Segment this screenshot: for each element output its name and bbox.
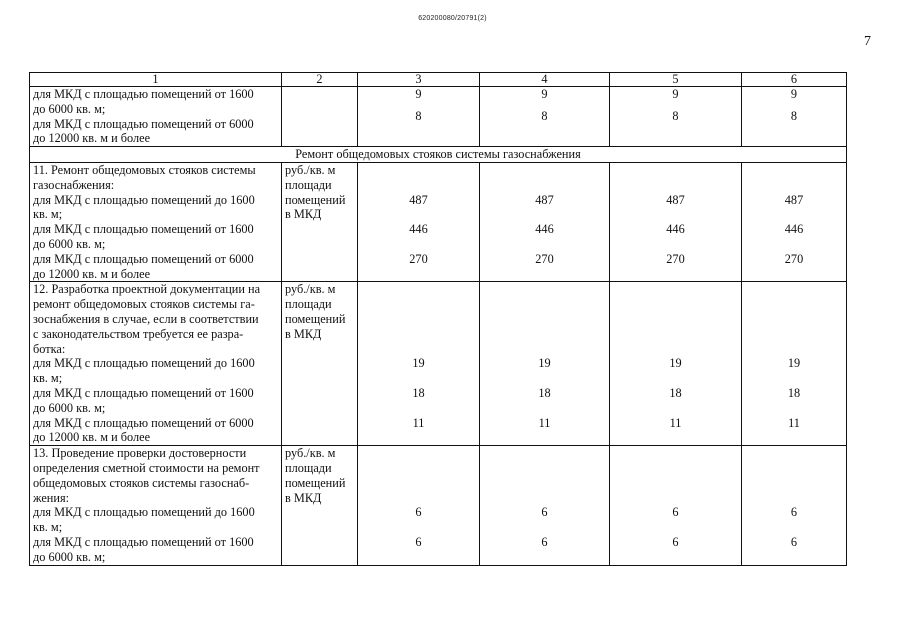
table-header-row — [30, 73, 847, 87]
value-cell: 487 446 270 — [610, 162, 742, 281]
value-cell: 6 6 — [742, 446, 847, 565]
row-unit — [282, 87, 358, 147]
document-id: 620200080/20791(2) — [418, 15, 487, 22]
row-description: 11. Ремонт общедомовых стояков системы газоснабжения: для МКД с площадью помещений до 1600 кв. м; для МКД с площадью помещений от 1600 до 6000 кв. м; для МКД с площадью помещений от 6000 до 12000 кв. м и более — [30, 162, 282, 281]
column-header-6: 6 — [742, 73, 847, 87]
value-cell: 487 446 270 — [742, 162, 847, 281]
row-description: 12. Разработка проектной документации на ремонт общедомовых стояков системы га- зоснабжения в случае, если в соответствии с законодательством требуется ее разра- ботка: для МКД с площадью помещений до 1600 кв. м; для МКД с площадью помещений от 1600 до 6000 кв. м; для МКД с площадью помещений от 6000 до 12000 кв. м и более — [30, 282, 282, 446]
row-unit: руб./кв. м площади помещений в МКД — [282, 162, 358, 281]
value-cell: 19 18 11 — [610, 282, 742, 446]
row-description: для МКД с площадью помещений от 1600 до 6000 кв. м; для МКД с площадью помещений от 6000 до 12000 кв. м и более — [30, 87, 282, 147]
row-unit: руб./кв. м площади помещений в МКД — [282, 446, 358, 565]
value-cell: 9 8 — [742, 87, 847, 147]
value-cell: 9 8 — [610, 87, 742, 147]
value-cell: 19 18 11 — [358, 282, 480, 446]
page-number: 7 — [864, 34, 871, 49]
table-row — [30, 282, 847, 446]
value-cell: 6 6 — [610, 446, 742, 565]
tariff-table — [29, 72, 847, 566]
value-cell: 19 18 11 — [742, 282, 847, 446]
column-header-2: 2 — [282, 73, 358, 87]
row-unit: руб./кв. м площади помещений в МКД — [282, 282, 358, 446]
section-row — [30, 147, 847, 163]
value-cell: 6 6 — [358, 446, 480, 565]
column-header-4: 4 — [480, 73, 610, 87]
column-header-3: 3 — [358, 73, 480, 87]
row-description: 13. Проведение проверки достоверности определения сметной стоимости на ремонт общедомовых стояков системы газоснаб- жения: для МКД с площадью помещений до 1600 кв. м; для МКД с площадью помещений от 1600 до 6000 кв. м; — [30, 446, 282, 565]
table-row — [30, 87, 847, 147]
value-cell: 487 446 270 — [480, 162, 610, 281]
value-cell: 9 8 — [358, 87, 480, 147]
column-header-1: 1 — [30, 73, 282, 87]
table-row — [30, 162, 847, 281]
value-cell: 19 18 11 — [480, 282, 610, 446]
section-title: Ремонт общедомовых стояков системы газоснабжения — [30, 147, 847, 163]
column-header-5: 5 — [610, 73, 742, 87]
value-cell: 487 446 270 — [358, 162, 480, 281]
table-row — [30, 446, 847, 565]
value-cell: 6 6 — [480, 446, 610, 565]
value-cell: 9 8 — [480, 87, 610, 147]
